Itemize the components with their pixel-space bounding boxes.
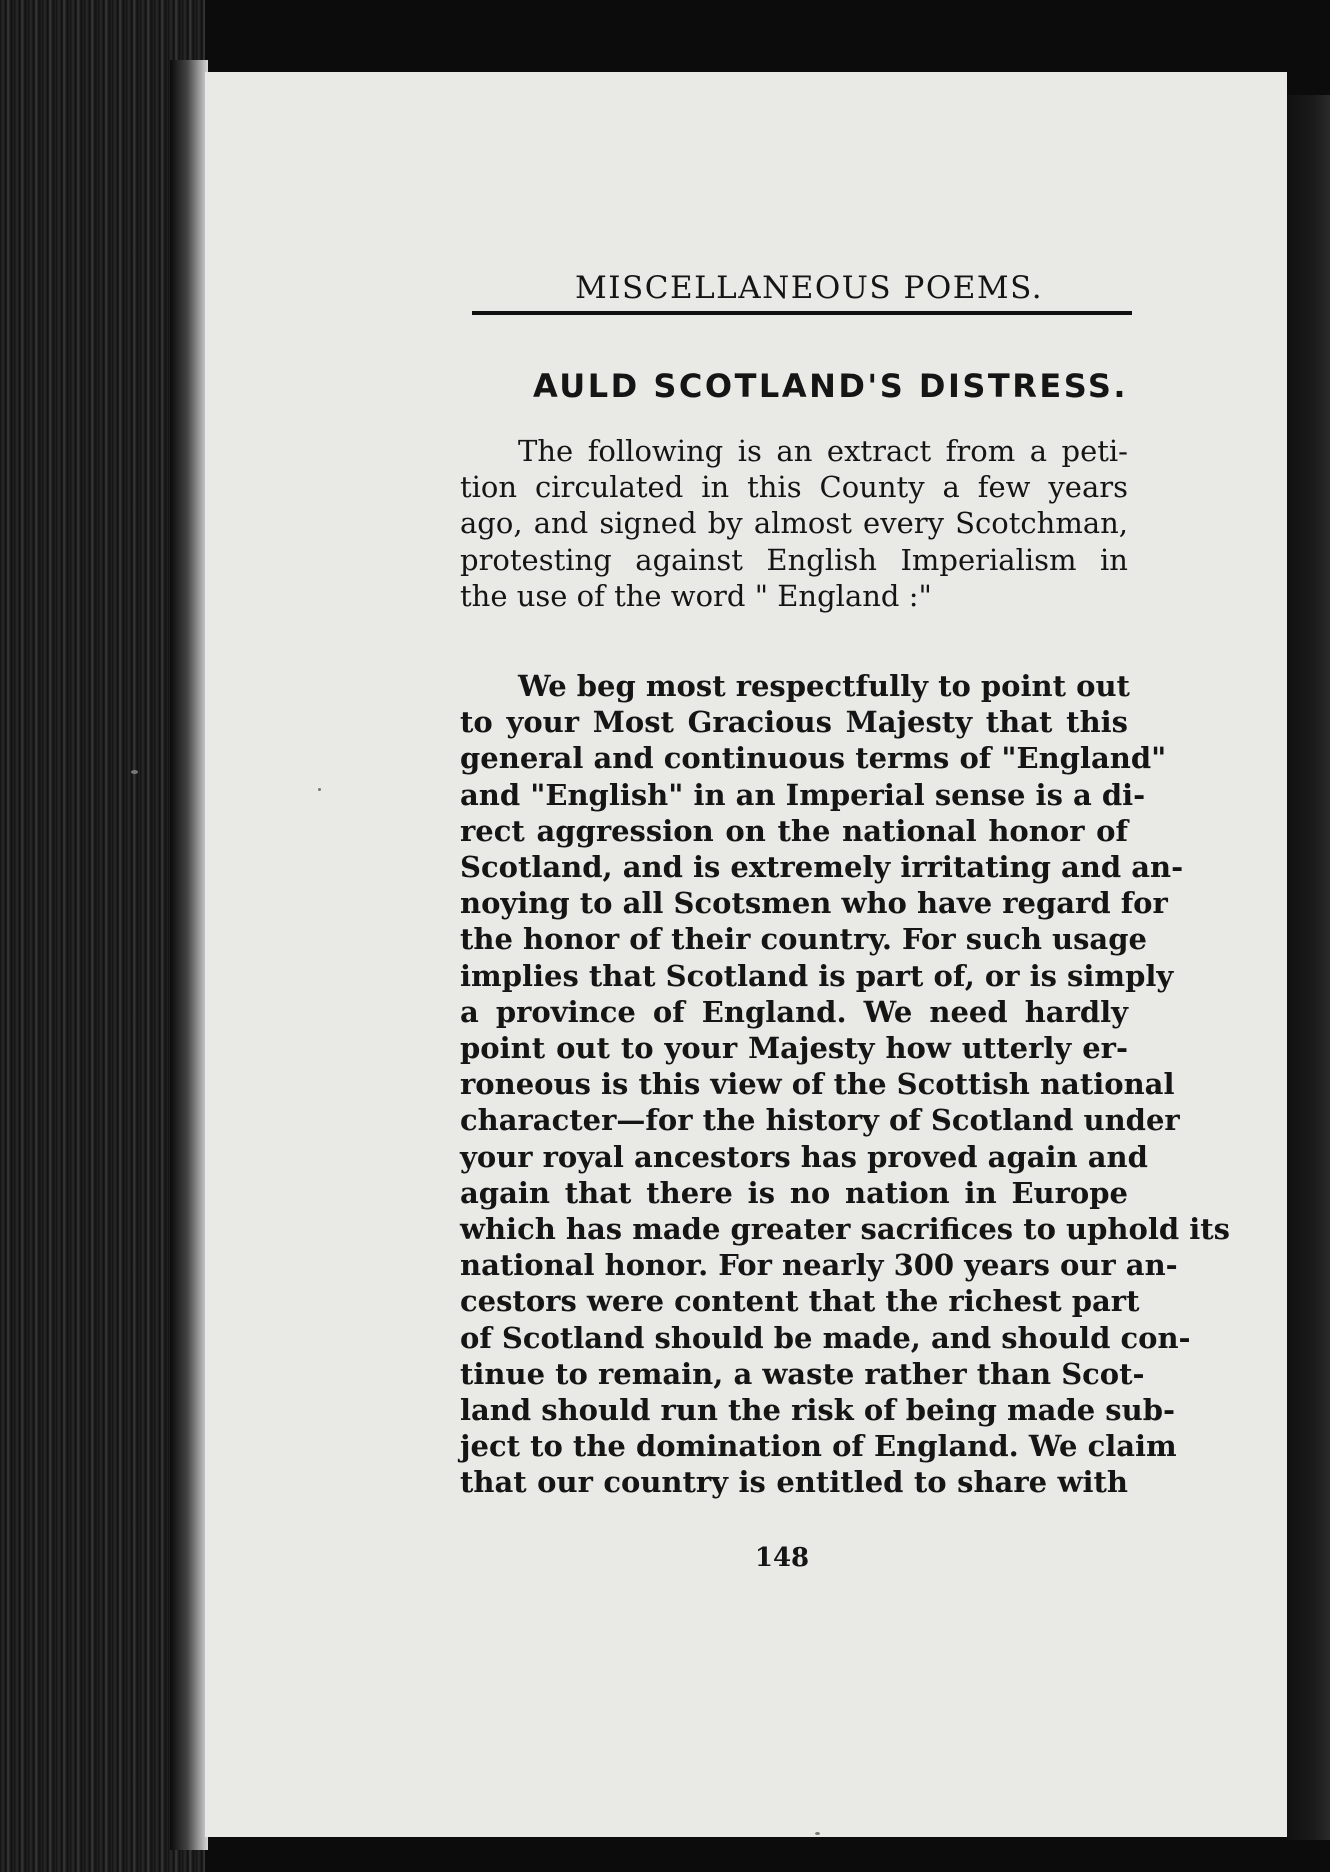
text-line: ject to the domination of England. We claim <box>460 1429 1177 1464</box>
text-line: Scotland, and is extremely irritating and an- <box>460 850 1184 885</box>
text-line: tinue to remain, a waste rather than Scot- <box>460 1356 1145 1391</box>
intro-paragraph <box>460 433 1128 614</box>
scan-speck <box>318 788 321 791</box>
petition-paragraph <box>460 668 1230 1501</box>
text-line: a province of England. We need hardly <box>460 994 1128 1029</box>
text-line: character—for the history of Scotland under <box>460 1103 1180 1138</box>
text-line: of Scotland should be made, and should con- <box>460 1320 1191 1355</box>
text-line: ago, and signed by almost every Scotchman, <box>460 506 1128 541</box>
text-line: the use of the word " England :" <box>460 578 932 613</box>
text-line: noying to all Scotsmen who have regard for <box>460 886 1168 921</box>
text-line: roneous is this view of the Scottish national <box>460 1067 1175 1102</box>
text-line: again that there is no nation in Europe <box>460 1175 1128 1210</box>
header-rule <box>472 311 1132 315</box>
text-line: and "English" in an Imperial sense is a di- <box>460 777 1146 812</box>
text-line: land should run the risk of being made sub- <box>460 1393 1176 1428</box>
text-line: that our country is entitled to share with <box>460 1465 1128 1500</box>
text-line: tion circulated in this County a few years <box>460 470 1128 505</box>
text-line: to your Most Gracious Majesty that this <box>460 705 1128 740</box>
text-line: We beg most respectfully to point out <box>518 669 1130 703</box>
page-number: 148 <box>754 1543 810 1573</box>
opposite-page-edge <box>1287 95 1330 1840</box>
page-gutter-edge <box>170 60 208 1850</box>
text-line: national honor. For nearly 300 years our an- <box>460 1248 1178 1283</box>
text-line: the honor of their country. For such usage <box>460 922 1147 957</box>
poem-title: AULD SCOTLAND'S DISTRESS. <box>533 367 1129 405</box>
text-line: cestors were content that the richest part <box>460 1284 1140 1319</box>
text-line: implies that Scotland is part of, or is simply <box>460 958 1174 993</box>
text-line: point out to your Majesty how utterly er- <box>460 1031 1128 1066</box>
running-head: MISCELLANEOUS POEMS. <box>575 270 1044 306</box>
text-line: your royal ancestors has proved again and <box>460 1139 1148 1174</box>
text-line: The following is an extract from a peti- <box>518 434 1128 468</box>
text-line: rect aggression on the national honor of <box>460 813 1128 848</box>
scan-speck <box>815 1832 820 1835</box>
scan-speck <box>131 770 138 774</box>
text-line: which has made greater sacrifices to uphold its <box>460 1212 1230 1247</box>
text-line: protesting against English Imperialism in <box>460 542 1128 577</box>
text-line: general and continuous terms of "England" <box>460 741 1167 776</box>
